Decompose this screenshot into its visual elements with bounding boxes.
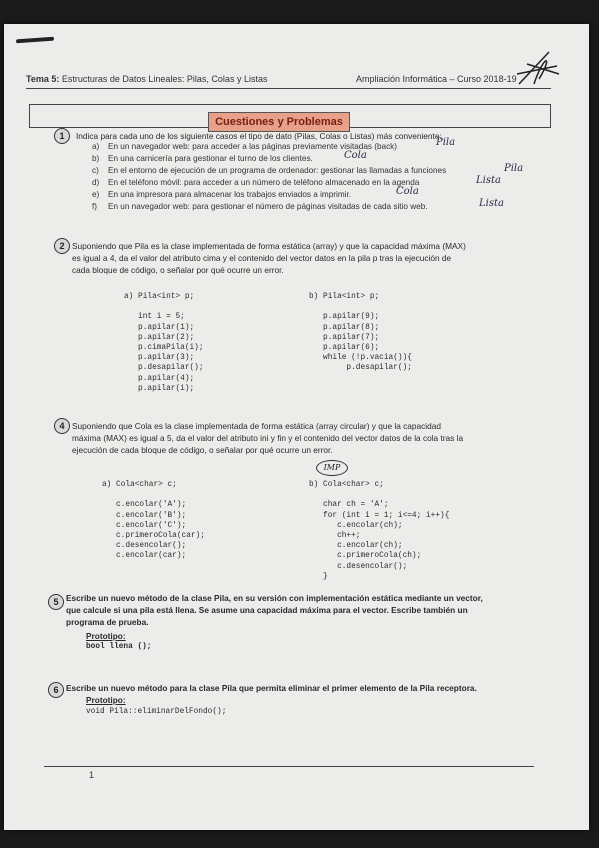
q6-prototype: void Pila::eliminarDelFondo(); [86,708,227,716]
q1-answer-a: Pila [436,137,456,148]
question-number-2: 2 [54,238,70,254]
q5-prototype-label: Prototipo: [86,631,126,641]
q4-text: Suponiendo que Cola es la clase implementada de forma estática (array circular) y que la capacidad máxima (MAX) es igual a 5, da el valor del atributo ini y fin y el contenido del vector datos de la cola tras la ejecución de cada bloque de código, o señalar por qué ocurre un error. [72,421,464,455]
header-rule [26,88,551,89]
page-title: Cuestiones y Problemas [208,112,350,132]
signature-scribble [509,44,569,94]
q5-prototype: bool llena (); [86,643,152,651]
question-number-6: 6 [48,682,64,698]
q1-item-e: e) En una impresora para almacenar los trabajos enviados a imprimir. [92,190,352,199]
q6-text: Escribe un nuevo método para la clase Pila que permita eliminar el primer elemento de la Pila receptora. [66,683,477,693]
q1-answer-d: Lista [476,175,501,186]
q1-item-c: c) En el entorno de ejecución de un programa de ordenador: gestionar las llamadas a funciones [92,166,447,175]
q1-item-b: b) En una carnicería para gestionar el turno de los clientes. [92,154,313,163]
q4-code-b: b) Cola<char> c; char ch = 'A'; for (int i = 1; i<=4; i++){ c.encolar(ch); ch++; c.encolar(ch); c.primeroCola(ch); c.desencolar(); } [309,481,450,581]
header-topic: Tema 5: Estructuras de Datos Lineales: Pilas, Colas y Listas [26,74,268,84]
footer-rule [44,766,534,767]
paper-sheet [4,24,589,830]
q1-answer-f: Lista [479,198,504,209]
q1-answer-b: Cola [344,150,367,161]
q5-text: Escribe un nuevo método de la clase Pila, en su versión con implementación estática mediante un vector, que calcule si una pila está llena. Se asume una capacidad máxima para el vector. Escribe también un programa de prueba. [66,593,483,627]
page-number: 1 [89,770,95,780]
q1-item-a: a) En un navegador web: para acceder a las páginas previamente visitadas (back) [92,142,398,151]
q2-text: Suponiendo que Pila es la clase implementada de forma estática (array) y que la capacidad máxima (MAX) es igual a 4, da el valor del atributo cima y el contenido del vector datos en la pila p tras la ejecución de cada bloque de código, o señalar por qué ocurre un error. [72,241,466,275]
q1-intro: Indica para cada uno de los siguiente casos el tipo de dato (Pilas, Colas o Listas) más conveniente: [76,131,442,141]
question-number-5: 5 [48,594,64,610]
q1-answer-c: Pila [504,163,524,174]
question-number-1: 1 [54,128,70,144]
pen-mark [16,37,54,44]
imp-stamp: IMP [316,460,348,476]
q1-answer-e: Cola [396,186,419,197]
q2-code-a: a) Pila<int> p; int i = 5; p.apilar(1); p.apilar(2); p.cimaPila(i); p.apilar(3); p.desapilar(); p.apilar(4); p.apilar(i); [124,293,204,393]
q1-item-d: d) En el teléfono móvil: para acceder a un número de teléfono almacenado en la agenda [92,178,420,187]
q6-prototype-label: Prototipo: [86,695,126,705]
q4-code-a: a) Cola<char> c; c.encolar('A'); c.encolar('B'); c.encolar('C'); c.primeroCola(car); c.desencolar(); c.encolar(car); [102,481,205,561]
header-course: Ampliación Informática – Curso 2018-19 [356,74,517,84]
q1-item-f: f) En un navegador web: para gestionar el número de páginas visitadas de cada sitio web. [92,202,428,211]
q2-code-b: b) Pila<int> p; p.apilar(9); p.apilar(8); p.apilar(7); p.apilar(6); while (!p.vacia()){ p.desapilar(); [309,293,412,373]
question-number-4: 4 [54,418,70,434]
